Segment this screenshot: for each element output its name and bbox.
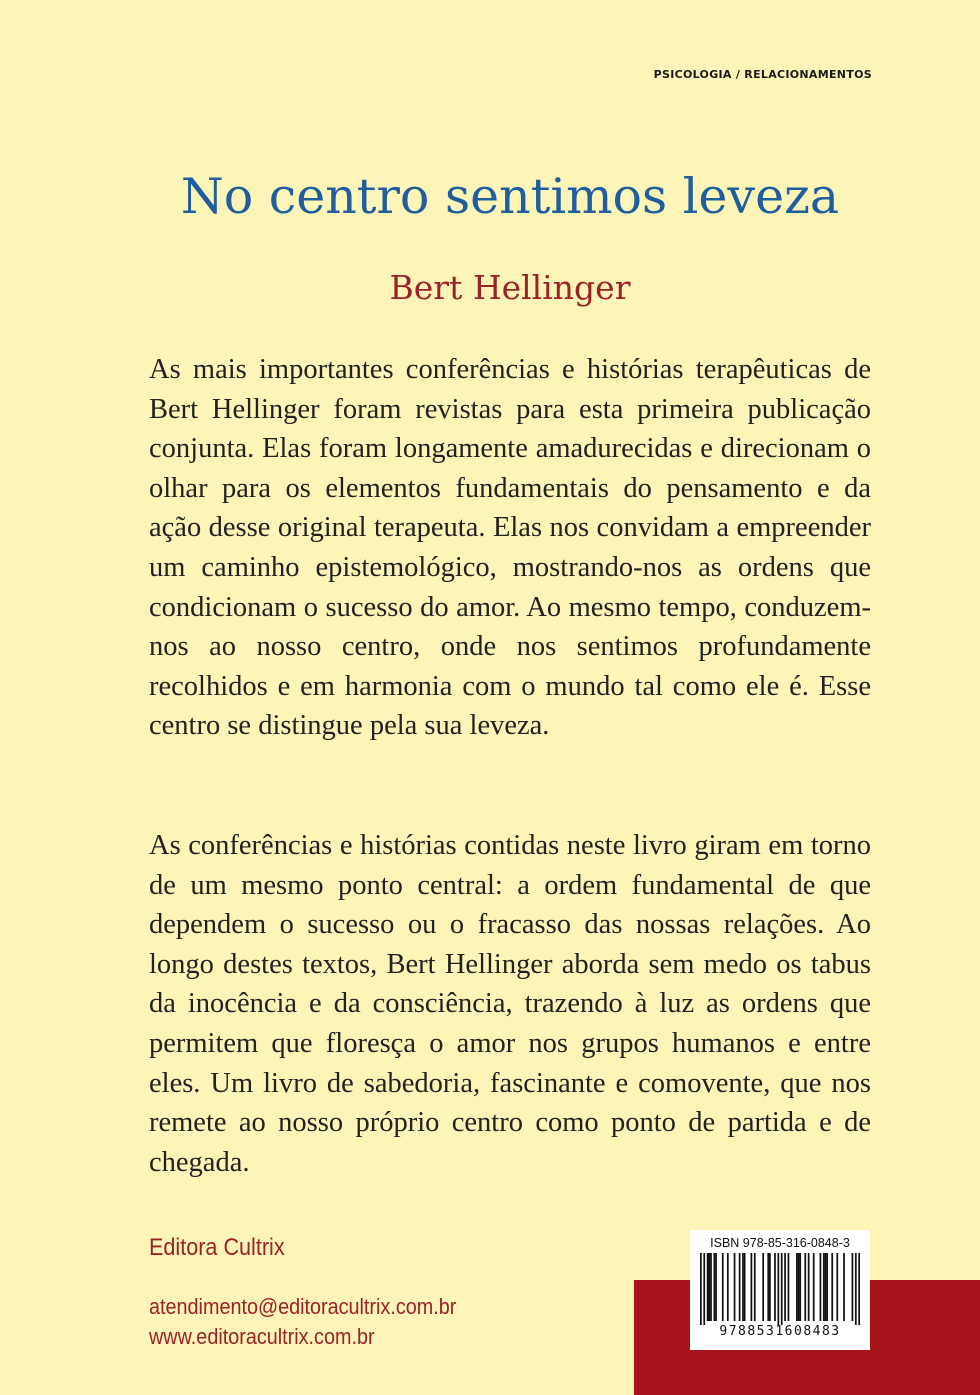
- barcode: [690, 1230, 870, 1350]
- barcode-bar: [813, 1253, 815, 1321]
- barcode-bar: [767, 1253, 769, 1321]
- ean-digits: 9788531608483: [719, 1324, 841, 1339]
- category-label: PSICOLOGIA / RELACIONAMENTOS: [653, 68, 872, 81]
- barcode-bar: [836, 1253, 838, 1321]
- barcode-bar: [777, 1253, 779, 1325]
- barcode-bar: [858, 1253, 860, 1325]
- barcode-bar: [713, 1253, 715, 1321]
- barcode-bar: [852, 1253, 854, 1321]
- barcode-bar: [804, 1253, 806, 1321]
- barcode-bar: [781, 1253, 783, 1325]
- publisher-email: atendimento@editoracultrix.com.br: [149, 1294, 457, 1319]
- barcode-bar: [751, 1253, 753, 1321]
- author-name: Bert Hellinger: [389, 268, 631, 307]
- barcode-bar: [710, 1253, 712, 1321]
- barcode-bar: [784, 1253, 786, 1321]
- barcode-bar: [799, 1253, 801, 1321]
- barcode-bar: [744, 1253, 746, 1321]
- barcode-bar: [708, 1253, 710, 1321]
- barcode-bar: [825, 1253, 827, 1321]
- barcode-bar: [820, 1253, 822, 1321]
- synopsis-paragraph-2: As conferências e histórias contidas neste livro giram em torno de um mesmo ponto central: a ordem fundamental de que dependem o sucesso ou o fracasso das nossas relações. Ao longo destes textos, Bert Hellinger aborda sem medo os tabus da inocência e da consciência, trazendo à luz as ordens que permitem que floresça o amor nos grupos humanos e entre eles. Um livro de sabedoria, fascinante e comovente, que nos remete ao nosso próprio centro como ponto de partida e de chegada.: [149, 830, 871, 1178]
- barcode-bar: [707, 1253, 709, 1321]
- barcode-bar: [703, 1253, 705, 1325]
- barcode-bar: [774, 1253, 776, 1321]
- publisher-website: www.editoracultrix.com.br: [149, 1324, 375, 1349]
- barcode-bar: [826, 1253, 828, 1321]
- barcode-bar: [788, 1253, 790, 1321]
- barcode-bar: [831, 1253, 833, 1321]
- barcode-bar: [754, 1253, 756, 1321]
- barcode-bar: [808, 1253, 810, 1321]
- barcode-bar: [769, 1253, 771, 1321]
- publisher-name: Editora Cultrix: [149, 1234, 285, 1261]
- synopsis-paragraph-1: As mais importantes conferências e histórias terapêuticas de Bert Hellinger foram revistas para esta primeira publicação conjunta. Elas foram longamente amadurecidas e direcionam o olhar para os elementos fundamentais do pensamento e da ação desse original terapeuta. Elas nos convidam a empreender um caminho epistemológico, mostrando-nos as ordens que condicionam o sucesso do amor. Ao mesmo tempo, conduzem-nos ao nosso centro, onde nos sentimos profundamente recolhidos e em harmonia com o mundo tal como ele é. Esse centro se distingue pela sua leveza.: [149, 354, 871, 742]
- barcode-bar: [715, 1253, 717, 1321]
- barcode-bar: [796, 1253, 798, 1321]
- barcode-bar: [700, 1253, 702, 1325]
- barcode-bars: [700, 1253, 860, 1325]
- barcode-bar: [823, 1253, 825, 1321]
- barcode-bar: [727, 1253, 729, 1321]
- book-title: No centro sentimos leveza: [180, 168, 840, 225]
- barcode-bar: [798, 1253, 800, 1321]
- barcode-bar: [843, 1253, 845, 1321]
- barcode-bar: [739, 1253, 741, 1321]
- barcode-bar: [734, 1253, 736, 1321]
- isbn-label: ISBN 978-85-316-0848-3: [710, 1236, 850, 1250]
- barcode-bar: [722, 1253, 724, 1321]
- barcode-bar: [762, 1253, 764, 1321]
- barcode-bar: [742, 1253, 744, 1321]
- barcode-bar: [855, 1253, 857, 1325]
